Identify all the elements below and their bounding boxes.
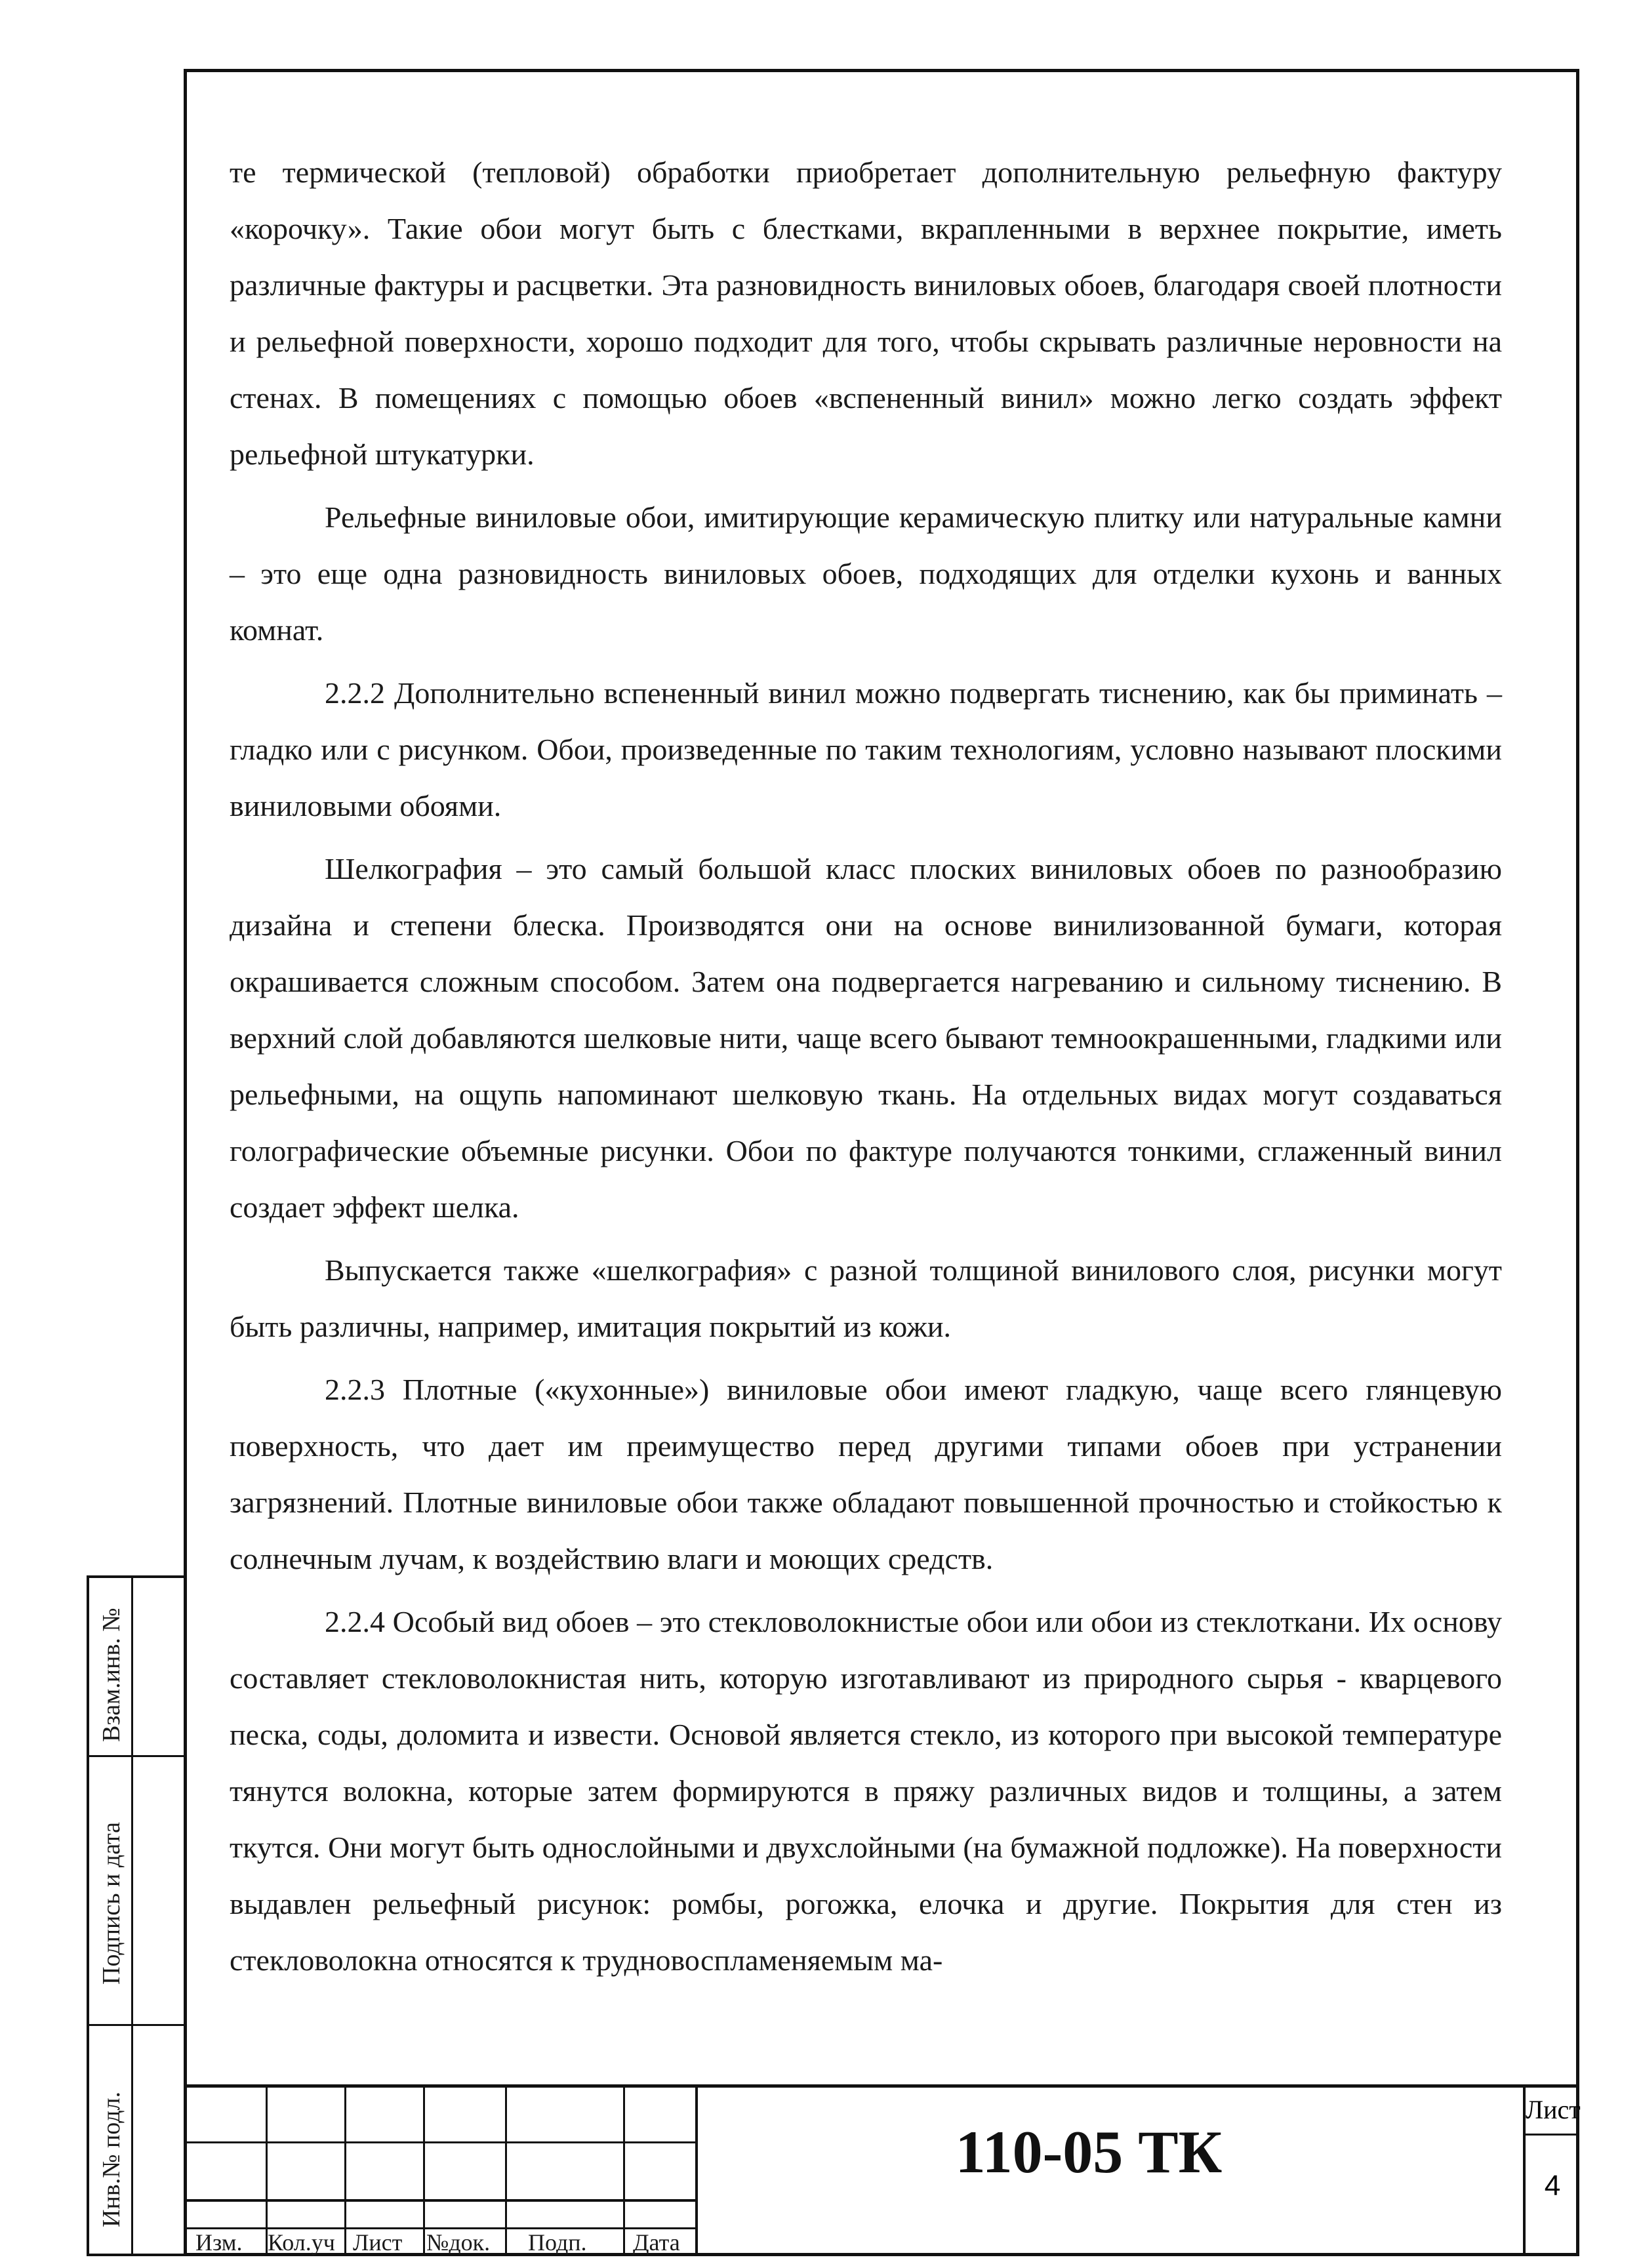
title-block [184, 2084, 1579, 2256]
revision-grid [184, 2088, 695, 2256]
grid-line [505, 2088, 507, 2256]
sheet-divider [1526, 2134, 1579, 2136]
side-label-zam-inv: Взам.инв. № [98, 1608, 125, 1742]
paragraph: Шелкография – это самый большой класс плоских виниловых обоев по разнообразию дизайна и степени блеска. Производятся они на основе винилизованной бумаги, которая окрашивается сложным способом. Затем она подвергается нагреванию и сильному тиснению. В верхний слой добавляются шелковые нити, чаще всего бывают темноокрашенными, гладкими или рельефными, на ощупь напоминают шелковую ткань. На отдельных видах могут создаваться голографические объемные рисунки. Обои по фактуре получаются тонкими, сглаженный винил создает эффект шелка. [230, 852, 1502, 1224]
paragraph: 2.2.3 Плотные («кухонные») виниловые обои имеют гладкую, чаще всего глянцевую поверхность, что дает им преимущество перед другими типами обоев при устранении загрязнений. Плотные виниловые обои также обладают повышенной прочностью и стойкостью к солнечным лучам, к воздействию влаги и моющих средств. [230, 1373, 1502, 1575]
side-stamp-divider [89, 2024, 184, 2026]
paragraph: те термической (тепловой) обработки приобретает дополнительную рельефную фактуру «корочку». Такие обои могут быть с блестками, вкрапленными в верхнее покрытие, иметь различные фактуры и расцветки. Эта разновидность виниловых обоев, благодаря своей плотности и рельефной поверхности, хорошо подходит для того, чтобы скрывать различные неровности на стенах. В помещениях с помощью обоев «вспененный винил» можно легко создать эффект рельефной штукатурки. [230, 155, 1502, 471]
sheet-number: 4 [1544, 2170, 1561, 2202]
side-label-inv-podl: Инв.№ подл. [98, 2091, 125, 2227]
side-stamp [87, 1575, 184, 2256]
grid-line [344, 2088, 346, 2256]
sheet-box [1523, 2088, 1579, 2256]
paragraph: Рельефные виниловые обои, имитирующие керамическую плитку или натуральные камни – это еще одна разновидность виниловых обоев, подходящих для отделки кухонь и ванных комнат. [230, 500, 1502, 647]
col-kol-uch: Кол.уч [268, 2229, 335, 2256]
col-data: Дата [633, 2229, 680, 2256]
grid-line [184, 2199, 695, 2202]
grid-line [184, 2141, 695, 2143]
col-list: Лист [353, 2229, 403, 2256]
col-izm: Изм. [195, 2229, 243, 2256]
sheet-label: Лист [1526, 2095, 1581, 2124]
col-n-dok: №док. [426, 2229, 491, 2256]
side-stamp-divider [89, 1755, 184, 1757]
grid-line [623, 2088, 625, 2256]
side-stamp-divider [131, 1578, 133, 2254]
paragraph: 2.2.4 Особый вид обоев – это стекловолокнистые обои или обои из стеклоткани. Их основу составляет стекловолокнистая нить, которую изготавливают из природного сырья - кварцевого песка, соды, доломита и извести. Основой является стекло, из которого при высокой температуре тянутся волокна, которые затем формируются в пряжу различных видов и толщины, а затем ткутся. Они могут быть однослойными и двухслойными (на бумажной подложке). На поверхности выдавлен рельефный рисунок: ромбы, рогожка, елочка и другие. Покрытия для стен из стекловолокна относятся к трудновоспламеняемым ма- [230, 1605, 1502, 1977]
col-podp: Подп. [528, 2229, 587, 2256]
side-label-sign-date: Подпись и дата [98, 1821, 125, 1985]
document-body [230, 144, 1502, 1995]
grid-line [423, 2088, 425, 2256]
paragraph: 2.2.2 Дополнительно вспененный винил можно подвергать тиснению, как бы приминать – гладко или с рисунком. Обои, произведенные по таким технологиям, условно называют плоскими виниловыми обоями. [230, 676, 1502, 822]
paragraph: Выпускается также «шелкография» с разной толщиной винилового слоя, рисунки могут быть различны, например, имитация покрытий из кожи. [230, 1253, 1502, 1343]
document-code: 110-05 ТК [955, 2118, 1223, 2185]
